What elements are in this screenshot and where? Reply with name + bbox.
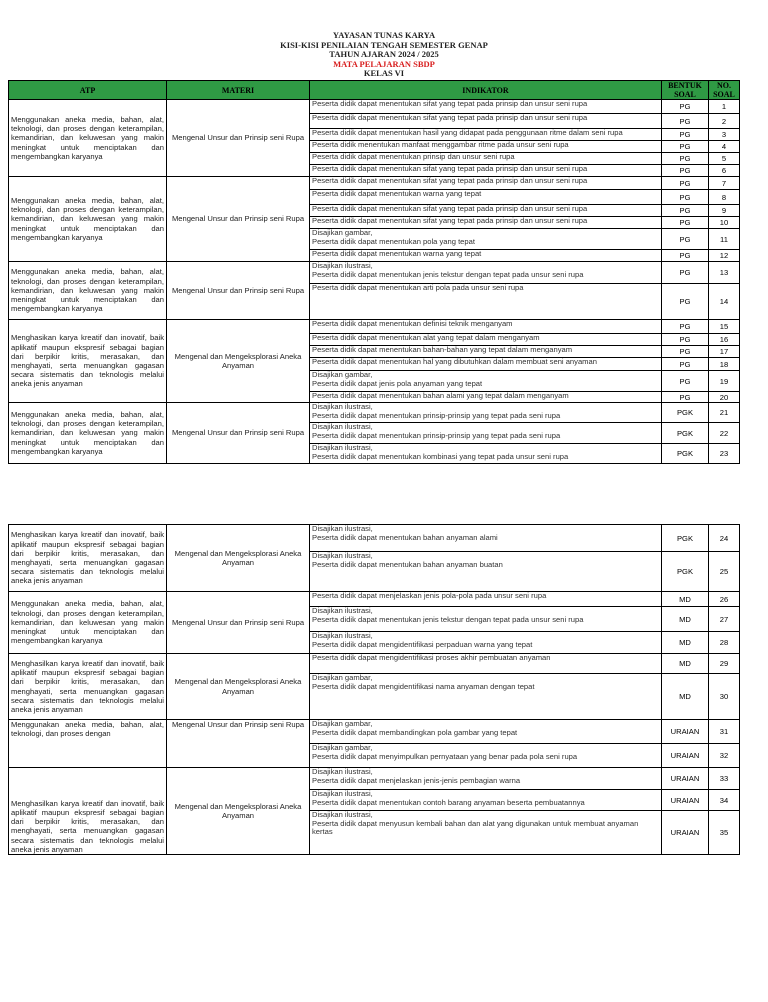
no-cell: 22 bbox=[709, 423, 740, 444]
indikator-cell: Peserta didik dapat menentukan sifat yang tepat pada prinsip dan unsur seni rupa bbox=[310, 165, 662, 177]
table-header-row bbox=[9, 81, 740, 100]
header-class: KELAS VI bbox=[363, 68, 405, 78]
bentuk-cell: PG bbox=[662, 358, 709, 371]
indikator-cell: Peserta didik dapat menentukan arti pola pada unsur seni rupa bbox=[310, 284, 662, 320]
atp-cell: Menggunakan aneka media, bahan, alat, teknologi, dan proses dengan keterampilan, kemandirian, dan keluwesan yang makin meningkat untuk menciptakan dan mengembangkan karyanya bbox=[9, 177, 167, 262]
no-cell: 14 bbox=[709, 284, 740, 320]
indikator-cell: Peserta didik dapat mengidentifikasi proses akhir pembuatan anyaman bbox=[310, 654, 662, 674]
indikator-cell: Disajikan ilustrasi, Peserta didik dapat menyusun kembali bahan dan alat yang digunakan untuk membuat anyaman kertas bbox=[310, 811, 662, 855]
table-row bbox=[9, 100, 740, 114]
indikator-cell: Peserta didik dapat menentukan definisi teknik menganyam bbox=[310, 320, 662, 334]
bentuk-cell: PG bbox=[662, 165, 709, 177]
col-materi: MATERI bbox=[167, 81, 310, 100]
no-cell: 11 bbox=[709, 229, 740, 250]
indikator-cell: Disajikan ilustrasi, Peserta didik dapat mengidentifikasi perpaduan warna yang tepat bbox=[310, 632, 662, 654]
bentuk-cell: PGK bbox=[662, 525, 709, 552]
table-row bbox=[9, 768, 740, 790]
header-subject: MATA PELAJARAN SBDP bbox=[333, 58, 435, 69]
bentuk-cell: PG bbox=[662, 217, 709, 229]
header-year: TAHUN AJARAN 2024 / 2025 bbox=[329, 49, 439, 59]
atp-cell: Menghasilkan karya kreatif dan inovatif, baik aplikatif maupun ekspresif sebagai bagian dari berpikir kritis, merasakan, dan menghayati, serta menuangkan gagasan secara sistematis dan teknologis melalui aneka jenis anyaman bbox=[9, 654, 167, 720]
table-row bbox=[9, 177, 740, 190]
indikator-cell: Disajikan ilustrasi, Peserta didik dapat menjelaskan jenis-jenis pembagian warna bbox=[310, 768, 662, 790]
materi-cell: Mengenal Unsur dan Prinsip seni Rupa bbox=[167, 720, 310, 768]
no-cell: 20 bbox=[709, 392, 740, 403]
bentuk-cell: PGK bbox=[662, 423, 709, 444]
bentuk-cell: MD bbox=[662, 592, 709, 607]
indikator-cell: Peserta didik dapat menentukan warna yang tepat bbox=[310, 190, 662, 205]
no-cell: 4 bbox=[709, 141, 740, 153]
bentuk-cell: URAIAN bbox=[662, 811, 709, 855]
no-cell: 15 bbox=[709, 320, 740, 334]
indikator-cell: Peserta didik dapat menentukan hal yang dibutuhkan dalam membuat seni anyaman bbox=[310, 358, 662, 371]
materi-cell: Mengenal dan Mengeksplorasi Aneka Anyaman bbox=[167, 320, 310, 403]
bentuk-cell: MD bbox=[662, 607, 709, 632]
bentuk-cell: PG bbox=[662, 250, 709, 262]
materi-cell: Mengenal dan Mengeksplorasi Aneka Anyaman bbox=[167, 654, 310, 720]
indikator-cell: Disajikan gambar, Peserta didik dapat menentukan pola yang tepat bbox=[310, 229, 662, 250]
no-cell: 1 bbox=[709, 100, 740, 114]
indikator-cell: Peserta didik dapat menentukan sifat yang tepat pada prinsip dan unsur seni rupa bbox=[310, 114, 662, 129]
bentuk-cell: PG bbox=[662, 229, 709, 250]
indikator-cell: Peserta didik dapat menentukan sifat yang tepat pada prinsip dan unsur seni rupa bbox=[310, 205, 662, 217]
materi-cell: Mengenal Unsur dan Prinsip seni Rupa bbox=[167, 262, 310, 320]
table-row bbox=[9, 403, 740, 423]
bentuk-cell: PG bbox=[662, 153, 709, 165]
materi-cell: Mengenal Unsur dan Prinsip seni Rupa bbox=[167, 403, 310, 464]
no-cell: 23 bbox=[709, 444, 740, 464]
indikator-cell: Peserta didik dapat menentukan warna yang tepat bbox=[310, 250, 662, 262]
table-row bbox=[9, 262, 740, 284]
no-cell: 33 bbox=[709, 768, 740, 790]
atp-cell: Menggunakan aneka media, bahan, alat, teknologi, dan proses dengan keterampilan, kemandirian, dan keluwesan yang makin meningkat untuk menciptakan dan mengembangkan karyanya bbox=[9, 592, 167, 654]
bentuk-cell: PG bbox=[662, 141, 709, 153]
atp-cell: Menghasikan karya kreatif dan inovatif, baik aplikatif maupun ekspresif sebagai bagian dari berpikir kritis, merasakan, dan menghayati, serta menuangkan gagasan secara sistematis dan teknologis melalui aneka jenis anyaman bbox=[9, 320, 167, 403]
bentuk-cell: PG bbox=[662, 190, 709, 205]
kisi-table-page-2 bbox=[8, 524, 740, 855]
no-cell: 21 bbox=[709, 403, 740, 423]
indikator-cell: Disajikan ilustrasi, Peserta didik dapat menentukan contoh barang anyaman beserta pembuatannya bbox=[310, 790, 662, 811]
indikator-cell: Disajikan gambar, Peserta didik dapat membandingkan pola gambar yang tepat bbox=[310, 720, 662, 744]
no-cell: 7 bbox=[709, 177, 740, 190]
no-cell: 8 bbox=[709, 190, 740, 205]
no-cell: 34 bbox=[709, 790, 740, 811]
no-cell: 5 bbox=[709, 153, 740, 165]
table-row bbox=[9, 320, 740, 334]
indikator-cell: Disajikan ilustrasi, Peserta didik dapat menentukan prinsip-prinsip yang tepat pada seni rupa bbox=[310, 423, 662, 444]
materi-cell: Mengenal dan Mengeksplorasi Aneka Anyaman bbox=[167, 768, 310, 855]
indikator-cell: Disajikan ilustrasi, Peserta didik dapat menentukan bahan anyaman buatan bbox=[310, 552, 662, 592]
col-bentuk-soal: BENTUK SOAL bbox=[662, 81, 709, 100]
no-cell: 16 bbox=[709, 334, 740, 346]
col-no-soal: NO. SOAL bbox=[709, 81, 740, 100]
indikator-cell: Peserta didik menentukan manfaat menggambar ritme pada unsur seni rupa bbox=[310, 141, 662, 153]
bentuk-cell: PG bbox=[662, 320, 709, 334]
header-title: KISI-KISI PENILAIAN TENGAH SEMESTER GENAP bbox=[280, 39, 488, 50]
indikator-cell: Peserta didik dapat menentukan bahan alami yang tepat dalam menganyam bbox=[310, 392, 662, 403]
bentuk-cell: PG bbox=[662, 334, 709, 346]
atp-cell: Menggunakan aneka media, bahan, alat, teknologi, dan proses dengan bbox=[9, 720, 167, 768]
no-cell: 2 bbox=[709, 114, 740, 129]
no-cell: 19 bbox=[709, 371, 740, 392]
bentuk-cell: PGK bbox=[662, 403, 709, 423]
materi-cell: Mengenal dan Mengeksplorasi Aneka Anyaman bbox=[167, 525, 310, 592]
atp-cell: Menghasilkan karya kreatif dan inovatif, baik aplikatif maupun ekspresif sebagai bagian dari berpikir kritis, merasakan, dan menghayati, serta menuangkan gagasan secara sistematis dan teknologis melalui aneka jenis anyaman bbox=[9, 768, 167, 855]
bentuk-cell: URAIAN bbox=[662, 790, 709, 811]
no-cell: 27 bbox=[709, 607, 740, 632]
indikator-cell: Peserta didik dapat menjelaskan jenis pola-pola pada unsur seni rupa bbox=[310, 592, 662, 607]
bentuk-cell: PG bbox=[662, 371, 709, 392]
bentuk-cell: PGK bbox=[662, 552, 709, 592]
indikator-cell: Disajikan ilustrasi, Peserta didik dapat menentukan bahan anyaman alami bbox=[310, 525, 662, 552]
indikator-cell: Disajikan ilustrasi, Peserta didik dapat menentukan jenis tekstur dengan tepat pada unsur seni rupa bbox=[310, 607, 662, 632]
indikator-cell: Peserta didik dapat menentukan sifat yang tepat pada prinsip dan unsur seni rupa bbox=[310, 100, 662, 114]
kisi-table-page-1 bbox=[8, 80, 740, 464]
bentuk-cell: PG bbox=[662, 262, 709, 284]
materi-cell: Mengenal Unsur dan Prinsip seni Rupa bbox=[167, 100, 310, 177]
atp-cell: Menghasikan karya kreatif dan inovatif, baik aplikatif maupun ekspresif sebagai bagian dari berpikir kritis, merasakan, dan menghayati, serta menuangkan gagasan secara sistematis dan teknologis melalui aneka jenis anyaman bbox=[9, 525, 167, 592]
bentuk-cell: PG bbox=[662, 177, 709, 190]
table-row bbox=[9, 654, 740, 674]
indikator-cell: Peserta didik dapat menentukan alat yang tepat dalam menganyam bbox=[310, 334, 662, 346]
indikator-cell: Peserta didik dapat menentukan sifat yang tepat pada prinsip dan unsur seni rupa bbox=[310, 217, 662, 229]
no-cell: 12 bbox=[709, 250, 740, 262]
bentuk-cell: PG bbox=[662, 392, 709, 403]
no-cell: 17 bbox=[709, 346, 740, 358]
table-row bbox=[9, 592, 740, 607]
bentuk-cell: PG bbox=[662, 284, 709, 320]
no-cell: 32 bbox=[709, 744, 740, 768]
no-cell: 10 bbox=[709, 217, 740, 229]
indikator-cell: Disajikan ilustrasi, Peserta didik dapat menentukan kombinasi yang tepat pada unsur seni rupa bbox=[310, 444, 662, 464]
no-cell: 35 bbox=[709, 811, 740, 855]
bentuk-cell: PG bbox=[662, 205, 709, 217]
bentuk-cell: PG bbox=[662, 129, 709, 141]
no-cell: 31 bbox=[709, 720, 740, 744]
no-cell: 28 bbox=[709, 632, 740, 654]
header-foundation: YAYASAN TUNAS KARYA bbox=[332, 30, 436, 40]
no-cell: 24 bbox=[709, 525, 740, 552]
indikator-cell: Disajikan gambar, Peserta didik dapat mengidentifikasi nama anyaman dengan tepat bbox=[310, 674, 662, 720]
no-cell: 26 bbox=[709, 592, 740, 607]
indikator-cell: Disajikan ilustrasi, Peserta didik dapat menentukan jenis tekstur dengan tepat pada unsur seni rupa bbox=[310, 262, 662, 284]
bentuk-cell: PGK bbox=[662, 444, 709, 464]
table-row bbox=[9, 525, 740, 552]
no-cell: 13 bbox=[709, 262, 740, 284]
no-cell: 6 bbox=[709, 165, 740, 177]
no-cell: 25 bbox=[709, 552, 740, 592]
bentuk-cell: URAIAN bbox=[662, 720, 709, 744]
bentuk-cell: PG bbox=[662, 114, 709, 129]
bentuk-cell: PG bbox=[662, 346, 709, 358]
no-cell: 3 bbox=[709, 129, 740, 141]
no-cell: 9 bbox=[709, 205, 740, 217]
col-indikator: INDIKATOR bbox=[310, 81, 662, 100]
bentuk-cell: PG bbox=[662, 100, 709, 114]
bentuk-cell: MD bbox=[662, 632, 709, 654]
atp-cell: Menggunakan aneka media, bahan, alat, teknologi, dan proses dengan keterampilan, kemandirian, dan keluwesan yang makin meningkat untuk menciptakan dan mengembangkan karyanya bbox=[9, 403, 167, 464]
indikator-cell: Peserta didik dapat menentukan prinsip dan unsur seni rupa bbox=[310, 153, 662, 165]
atp-cell: Menggunakan aneka media, bahan, alat, teknologi, dan proses dengan keterampilan, kemandirian, dan keluwesan yang makin meningkat untuk menciptakan dan mengembangkan karyanya bbox=[9, 100, 167, 177]
bentuk-cell: URAIAN bbox=[662, 768, 709, 790]
indikator-cell: Disajikan gambar, Peserta didik dapat menyimpulkan pernyataan yang benar pada pola seni rupa bbox=[310, 744, 662, 768]
col-atp: ATP bbox=[9, 81, 167, 100]
bentuk-cell: URAIAN bbox=[662, 744, 709, 768]
materi-cell: Mengenal Unsur dan Prinsip seni Rupa bbox=[167, 592, 310, 654]
table-row bbox=[9, 720, 740, 744]
no-cell: 30 bbox=[709, 674, 740, 720]
indikator-cell: Peserta didik dapat menentukan hasil yang didapat pada penggunaan ritme dalam seni rupa bbox=[310, 129, 662, 141]
document-header bbox=[0, 31, 768, 79]
no-cell: 18 bbox=[709, 358, 740, 371]
atp-cell: Menggunakan aneka media, bahan, alat, teknologi, dan proses dengan keterampilan, kemandirian, dan keluwesan yang makin meningkat untuk menciptakan dan mengembangkan karyanya bbox=[9, 262, 167, 320]
indikator-cell: Peserta didik dapat menentukan bahan-bahan yang tepat dalam menganyam bbox=[310, 346, 662, 358]
no-cell: 29 bbox=[709, 654, 740, 674]
bentuk-cell: MD bbox=[662, 654, 709, 674]
indikator-cell: Peserta didik dapat menentukan sifat yang tepat pada prinsip dan unsur seni rupa bbox=[310, 177, 662, 190]
materi-cell: Mengenal Unsur dan Prinsip seni Rupa bbox=[167, 177, 310, 262]
indikator-cell: Disajikan ilustrasi, Peserta didik dapat menentukan prinsip-prinsip yang tepat pada seni rupa bbox=[310, 403, 662, 423]
indikator-cell: Disajikan gambar, Peserta didik dapat jenis pola anyaman yang tepat bbox=[310, 371, 662, 392]
bentuk-cell: MD bbox=[662, 674, 709, 720]
